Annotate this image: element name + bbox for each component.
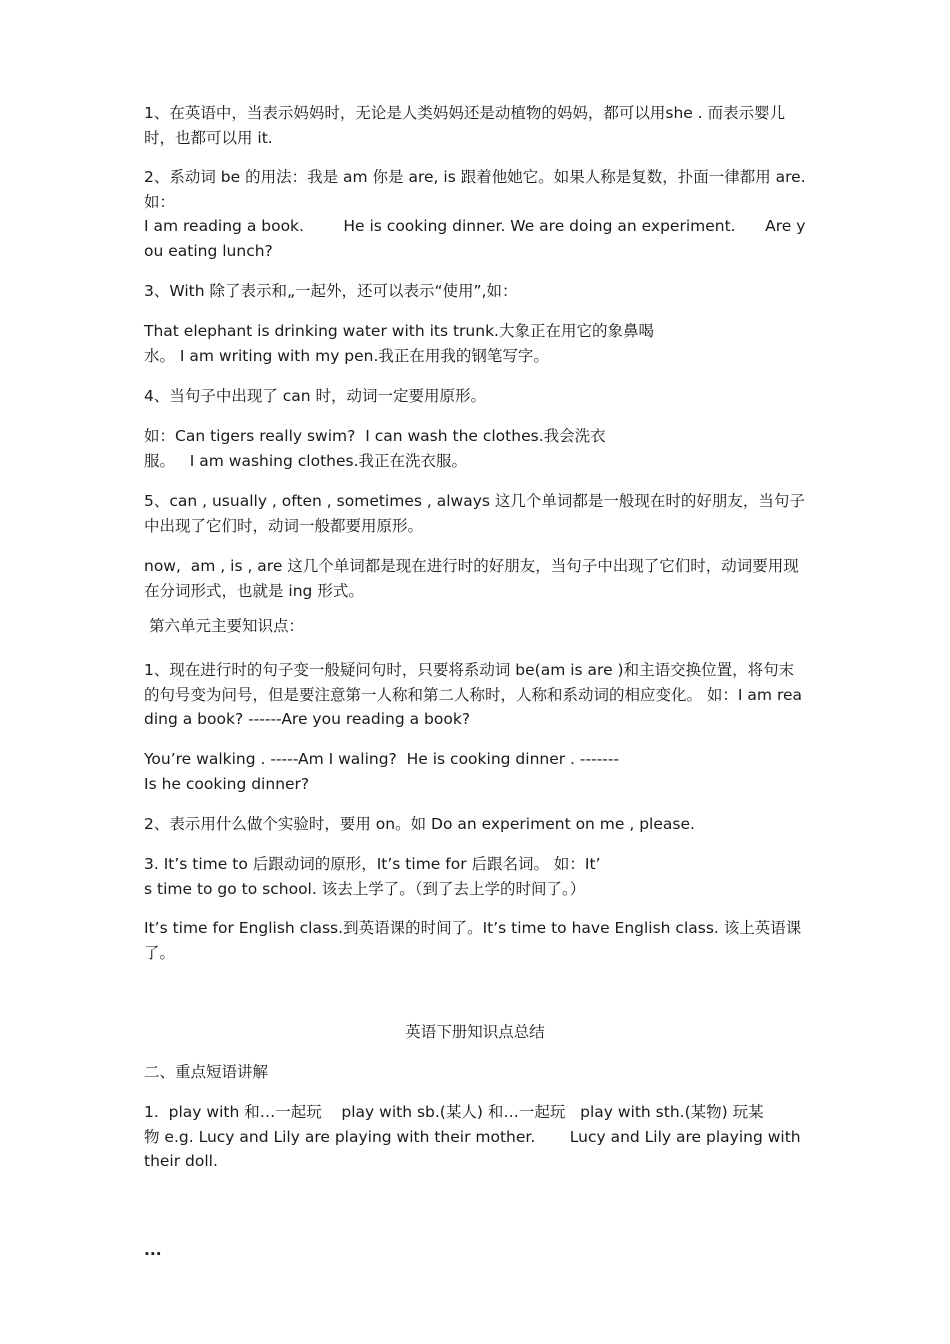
paragraph-3: 3、With 除了表示和„一起外，还可以表示“使用”,如：: [144, 282, 518, 300]
paragraph-8: now, am , is , are 这几个单词都是现在进行时的好朋友，当句子中出现了它们时，动词要用现在分词形式，也就是 ing 形式。: [144, 557, 799, 600]
paragraph-9: 1、现在进行时的句子变一般疑问句时，只要将系动词 be(am is are )和主语交换位置，将句末的句号变为问号，但是要注意第一人称和第二人称时，人称和系动词的相应变化。 如：I am reading a book? ------Are you reading a book?: [144, 661, 803, 728]
document-heading: 英语下册知识点总结: [405, 1023, 545, 1041]
paragraph-2: 2、系动词 be 的用法：我是 am 你是 are, is 跟着他她它。如果人称是复数，扑面一律都用 are. 如： I am reading a book. He is cooking dinner. We are doing an experiment. Are you eating lunch?: [144, 168, 806, 260]
paragraph-4: That elephant is drinking water with its trunk.大象正在用它的象鼻喝 水。 I am writing with my pen.我正在用我的钢笔写字。: [144, 322, 654, 365]
paragraph-6: 如：Can tigers really swim? I can wash the clothes.我会洗衣 服。 I am washing clothes.我正在洗衣服。: [144, 427, 606, 470]
paragraph-1: 1、在英语中，当表示妈妈时，无论是人类妈妈还是动植物的妈妈，都可以用she . 而表示婴儿时，也都可以用 it.: [144, 104, 786, 147]
section-title: 二、重点短语讲解: [144, 1063, 269, 1081]
paragraph-7: 5、can , usually , often , sometimes , always 这几个单词都是一般现在时的好朋友，当句子中出现了它们时，动词一般都要用原形。: [144, 492, 805, 535]
paragraph-10: You’re walking . -----Am I waling? He is cooking dinner . ------- Is he cooking dinner?: [144, 750, 620, 793]
paragraph-12: 3. It’s time to 后跟动词的原形，It’s time for 后跟名词。 如：It’ s time to go to school. 该去上学了。（到了去上学的时间了。）: [144, 855, 601, 898]
phrase-paragraph: 1. play with 和…一起玩 play with sb.(某人) 和…一起玩 play with sth.(某物) 玩某 物 e.g. Lucy and Lily are playing with their mother. Lucy and Lily are playing with their doll.: [144, 1103, 801, 1170]
paragraph-11: 2、表示用什么做个实验时，要用 on。如 Do an experiment on me , please.: [144, 815, 695, 833]
paragraph-13: It’s time for English class.到英语课的时间了。It’s time to have English class. 该上英语课了。: [144, 919, 802, 962]
continuation-ellipsis: ...: [144, 1241, 162, 1259]
paragraph-5: 4、当句子中出现了 can 时，动词一定要用原形。: [144, 387, 487, 405]
unit-six-title: 第六单元主要知识点：: [144, 617, 304, 635]
